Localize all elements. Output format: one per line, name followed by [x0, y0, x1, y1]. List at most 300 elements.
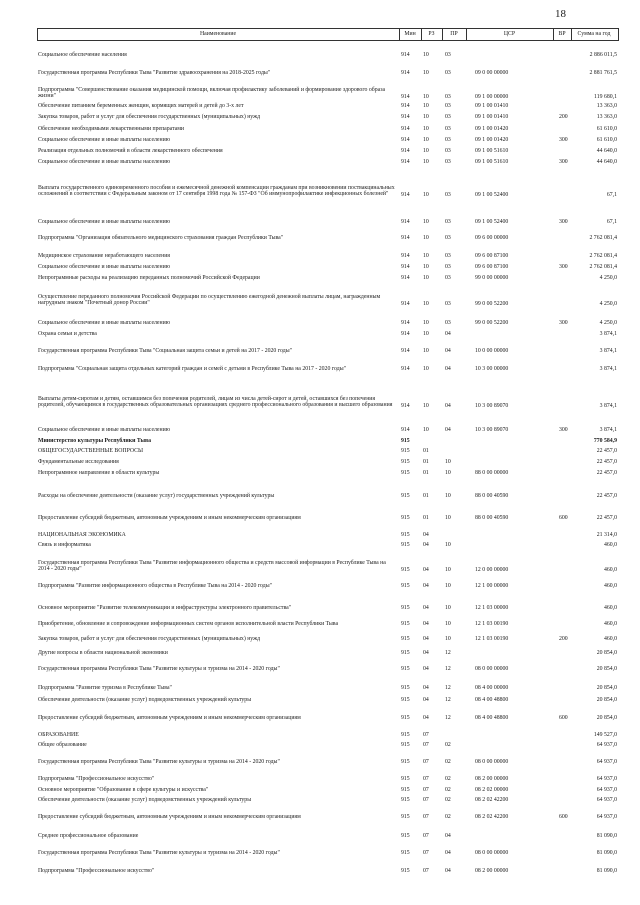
cell-pr: 03	[445, 275, 451, 281]
cell-name: Предоставление субсидий бюджетным, автономным учреждениям и иным некоммерческим организациям	[38, 715, 301, 721]
cell-pr: 10	[445, 470, 451, 476]
cell-rz: 10	[423, 137, 429, 143]
cell-sum: 2 881 761,5	[589, 70, 617, 76]
cell-min: 915	[401, 459, 410, 465]
cell-sum: 460,0	[603, 636, 617, 642]
cell-sum: 81 090,0	[596, 850, 617, 856]
cell-rz: 07	[423, 759, 429, 765]
cell-min: 915	[401, 776, 410, 782]
cell-sum: 20 854,0	[596, 666, 617, 672]
cell-csr: 09 1 00 51610	[475, 159, 509, 165]
cell-pr: 02	[445, 776, 451, 782]
cell-min: 915	[401, 787, 410, 793]
cell-sum: 13 363,0	[596, 103, 617, 109]
cell-vr: 300	[559, 427, 568, 433]
cell-rz: 10	[423, 219, 429, 225]
cell-rz: 10	[423, 93, 429, 100]
cell-rz: 10	[423, 300, 429, 307]
cell-sum: 2 886 011,5	[589, 52, 617, 58]
cell-name: Подпрограмма "Развитие туризма в Республике Тыва"	[38, 685, 172, 691]
cell-name: Государственная программа Республики Тыва "Развитие информационного общества и средств массовой информации в Республике Тыва на 2014 - 2020 годы"	[38, 560, 386, 573]
cell-sum: 64 937,0	[596, 814, 617, 820]
cell-name: Среднее профессиональное образование	[38, 833, 139, 839]
cell-csr: 08 2 02 42200	[475, 797, 509, 803]
cell-min: 914	[401, 114, 410, 120]
cell-name: Подпрограмма "Профессиональное искусство"	[38, 776, 155, 782]
cell-name: Охрана семьи и детства	[38, 331, 97, 337]
cell-csr: 09 1 00 52400	[475, 191, 509, 198]
cell-pr: 04	[445, 833, 451, 839]
cell-pr: 02	[445, 797, 451, 803]
cell-pr: 02	[445, 787, 451, 793]
cell-sum: 460,0	[603, 542, 617, 548]
cell-min: 915	[401, 685, 410, 691]
cell-rz: 10	[423, 348, 429, 354]
cell-csr: 09 6 00 87100	[475, 264, 509, 270]
cell-name: Обеспечение деятельности (оказание услуг) подведомственных учреждений культуры	[38, 797, 252, 803]
cell-name: Государственная программа Республики Тыва "Развитие культуры и туризма на 2014 - 2020 годы"	[38, 850, 280, 856]
cell-sum: 20 854,0	[596, 650, 617, 656]
cell-rz: 10	[423, 402, 429, 409]
cell-sum: 3 874,1	[599, 427, 617, 433]
cell-pr: 03	[445, 126, 451, 132]
cell-min: 914	[401, 70, 410, 76]
cell-name: Предоставление субсидий бюджетным, автономным учреждениям и иным некоммерческим организациям	[38, 814, 301, 820]
cell-min: 915	[401, 742, 410, 748]
cell-name: Закупка товаров, работ и услуг для обеспечения государственных (муниципальных) нужд	[38, 114, 261, 120]
cell-name: Непрограммное направление в области культуры	[38, 470, 160, 476]
cell-min: 914	[401, 402, 410, 409]
cell-rz: 01	[423, 459, 429, 465]
cell-sum: 64 937,0	[596, 776, 617, 782]
cell-rz: 04	[423, 685, 429, 691]
cell-min: 914	[401, 275, 410, 281]
cell-rz: 04	[423, 650, 429, 656]
cell-name: Государственная программа Республики Тыва "Развитие здравоохранения на 2018-2025 годы"	[38, 70, 271, 76]
cell-name: Другие вопросы в области национальной экономики	[38, 650, 168, 656]
cell-pr: 10	[445, 636, 451, 642]
cell-min: 915	[401, 605, 410, 611]
cell-csr: 08 2 00 00000	[475, 868, 509, 874]
cell-min: 915	[401, 868, 410, 874]
cell-csr: 09 6 00 00000	[475, 235, 509, 241]
header-sum: Сумма на год	[577, 31, 611, 37]
cell-pr: 10	[445, 459, 451, 465]
cell-min: 915	[401, 438, 410, 444]
cell-name: Социальное обеспечение и иные выплаты населению	[38, 320, 171, 326]
cell-pr: 02	[445, 759, 451, 765]
cell-sum: 44 640,0	[596, 159, 617, 165]
cell-vr: 300	[559, 264, 568, 270]
cell-sum: 22 457,0	[596, 459, 617, 465]
cell-sum: 67,1	[606, 191, 617, 198]
cell-rz: 07	[423, 868, 429, 874]
cell-pr: 03	[445, 235, 451, 241]
cell-rz: 01	[423, 470, 429, 476]
cell-min: 914	[401, 103, 410, 109]
cell-name: Выплата государственного единовременного пособия и ежемесячной денежной компенсации гражданам при возникновении поствакцинальных осложнений в соответствии с Федеральным законом от 17 сентября 1998 года № 157-ФЗ "Об иммунопрофилактике инфекционных болезней"	[38, 185, 395, 198]
cell-vr: 300	[559, 137, 568, 143]
cell-sum: 64 937,0	[596, 797, 617, 803]
cell-name: Социальное обеспечение и иные выплаты населению	[38, 264, 171, 270]
cell-sum: 460,0	[603, 566, 617, 573]
cell-vr: 600	[559, 814, 568, 820]
cell-pr: 04	[445, 348, 451, 354]
cell-min: 914	[401, 159, 410, 165]
cell-sum: 3 874,1	[599, 348, 617, 354]
cell-csr: 09 1 00 01410	[475, 114, 509, 120]
cell-csr: 08 2 00 00000	[475, 776, 509, 782]
cell-min: 914	[401, 52, 410, 58]
cell-rz: 07	[423, 787, 429, 793]
cell-pr: 03	[445, 93, 451, 100]
cell-rz: 07	[423, 814, 429, 820]
cell-sum: 81 090,0	[596, 868, 617, 874]
cell-csr: 09 1 00 01410	[475, 103, 509, 109]
cell-min: 915	[401, 797, 410, 803]
cell-rz: 04	[423, 532, 429, 538]
cell-csr: 08 2 02 42200	[475, 814, 509, 820]
cell-min: 914	[401, 366, 410, 372]
cell-csr: 88 0 00 40590	[475, 515, 509, 521]
header-min: Мин	[399, 28, 422, 40]
cell-name: Подпрограмма "Профессиональное искусство"	[38, 868, 155, 874]
cell-pr: 04	[445, 366, 451, 372]
cell-sum: 64 937,0	[596, 787, 617, 793]
cell-vr: 200	[559, 636, 568, 642]
cell-vr: 300	[559, 320, 568, 326]
cell-name: Реализация отдельных полномочий в области лекарственного обеспечения	[38, 148, 223, 154]
cell-min: 915	[401, 566, 410, 573]
cell-vr: 600	[559, 515, 568, 521]
cell-pr: 10	[445, 515, 451, 521]
table-header	[37, 28, 618, 40]
page-number: 18	[555, 8, 566, 20]
cell-rz: 04	[423, 542, 429, 548]
cell-pr: 03	[445, 114, 451, 120]
cell-pr: 12	[445, 697, 451, 703]
cell-rz: 10	[423, 264, 429, 270]
cell-pr: 10	[445, 583, 451, 589]
cell-rz: 10	[423, 191, 429, 198]
cell-min: 915	[401, 493, 410, 499]
cell-pr: 03	[445, 159, 451, 165]
cell-name: Основное мероприятие "Развитие телекоммуникации и инфраструктуры электронного правительства"	[38, 605, 292, 611]
cell-vr: 200	[559, 114, 568, 120]
cell-min: 915	[401, 814, 410, 820]
cell-csr: 08 2 02 00000	[475, 787, 509, 793]
cell-pr: 03	[445, 137, 451, 143]
cell-pr: 12	[445, 666, 451, 672]
cell-rz: 04	[423, 583, 429, 589]
cell-rz: 10	[423, 320, 429, 326]
cell-min: 914	[401, 253, 410, 259]
cell-pr: 10	[445, 542, 451, 548]
header-csr: ЦСР	[466, 28, 554, 40]
cell-name: НАЦИОНАЛЬНАЯ ЭКОНОМИКА	[38, 532, 126, 538]
cell-sum: 460,0	[603, 605, 617, 611]
cell-min: 915	[401, 532, 410, 538]
cell-name: Социальное обеспечение и иные выплаты населению	[38, 219, 171, 225]
cell-sum: 149 527,0	[593, 732, 617, 738]
cell-rz: 01	[423, 493, 429, 499]
cell-pr: 03	[445, 320, 451, 326]
cell-csr: 08 0 00 00000	[475, 850, 509, 856]
cell-name: Социальное обеспечение и иные выплаты населению	[38, 427, 171, 433]
cell-pr: 02	[445, 742, 451, 748]
cell-name: Обеспечение питанием беременных женщин, кормящих матерей и детей до 3-х лет	[38, 103, 244, 109]
cell-csr: 09 1 00 52400	[475, 219, 509, 225]
cell-sum: 61 610,0	[596, 137, 617, 143]
cell-min: 914	[401, 219, 410, 225]
cell-pr: 03	[445, 300, 451, 307]
cell-sum: 81 090,0	[596, 833, 617, 839]
cell-min: 914	[401, 427, 410, 433]
cell-min: 914	[401, 126, 410, 132]
cell-rz: 10	[423, 52, 429, 58]
cell-rz: 10	[423, 126, 429, 132]
cell-min: 914	[401, 191, 410, 198]
cell-sum: 22 457,0	[596, 448, 617, 454]
cell-sum: 64 937,0	[596, 759, 617, 765]
cell-csr: 12 1 03 00190	[475, 621, 509, 627]
cell-pr: 12	[445, 715, 451, 721]
cell-min: 914	[401, 331, 410, 337]
cell-rz: 04	[423, 697, 429, 703]
cell-name: Приобретение, обновление и сопровождение информационных систем органов исполнительной власти Республики Тыва	[38, 621, 339, 627]
cell-csr: 12 0 00 00000	[475, 566, 509, 573]
cell-pr: 12	[445, 685, 451, 691]
cell-min: 914	[401, 235, 410, 241]
cell-sum: 3 874,1	[599, 366, 617, 372]
cell-min: 915	[401, 759, 410, 765]
cell-sum: 44 640,0	[596, 148, 617, 154]
cell-rz: 10	[423, 70, 429, 76]
cell-min: 914	[401, 264, 410, 270]
cell-rz: 04	[423, 715, 429, 721]
cell-min: 914	[401, 148, 410, 154]
cell-pr: 04	[445, 850, 451, 856]
header-rz: РЗ	[421, 28, 443, 40]
cell-min: 915	[401, 732, 410, 738]
cell-name: Обеспечение деятельности (оказание услуг) подведомственных учреждений культуры	[38, 697, 252, 703]
cell-sum: 64 937,0	[596, 742, 617, 748]
cell-name: Подпрограмма "Совершенствование оказания медицинской помощи, включая профилактику заболеваний и формирование здорового образа жизни"	[38, 87, 386, 100]
cell-rz: 10	[423, 103, 429, 109]
cell-name: Социальное обеспечение населения	[38, 52, 127, 58]
cell-vr: 300	[559, 159, 568, 165]
cell-rz: 07	[423, 850, 429, 856]
cell-csr: 09 1 00 01420	[475, 126, 509, 132]
cell-pr: 04	[445, 868, 451, 874]
cell-name: Социальное обеспечение и иные выплаты населению	[38, 137, 171, 143]
cell-min: 915	[401, 666, 410, 672]
cell-pr: 03	[445, 191, 451, 198]
cell-rz: 10	[423, 366, 429, 372]
cell-rz: 10	[423, 114, 429, 120]
cell-sum: 3 874,1	[599, 331, 617, 337]
cell-name: Медицинское страхование неработающего населения	[38, 253, 170, 259]
cell-csr: 88 0 00 00000	[475, 470, 509, 476]
cell-pr: 03	[445, 148, 451, 154]
cell-sum: 770 584,9	[593, 438, 617, 444]
cell-name: Обеспечение необходимыми лекарственными препаратами	[38, 126, 185, 132]
cell-pr: 04	[445, 427, 451, 433]
cell-sum: 22 457,0	[596, 515, 617, 521]
cell-sum: 119 680,1	[594, 93, 617, 100]
cell-name: Расходы на обеспечение деятельности (оказание услуг) государственных учреждений культуры	[38, 493, 275, 499]
cell-min: 915	[401, 650, 410, 656]
cell-vr: 300	[559, 219, 568, 225]
cell-csr: 09 1 00 51610	[475, 148, 509, 154]
cell-name: Общее образование	[38, 742, 87, 748]
cell-sum: 20 854,0	[596, 685, 617, 691]
cell-pr: 03	[445, 70, 451, 76]
cell-sum: 61 610,0	[596, 126, 617, 132]
cell-rz: 04	[423, 636, 429, 642]
cell-rz: 10	[423, 331, 429, 337]
cell-csr: 08 0 00 00000	[475, 666, 509, 672]
cell-pr: 03	[445, 253, 451, 259]
cell-name: Подпрограмма "Развитие информационного общества в Республике Тыва на 2014 - 2020 годы"	[38, 583, 272, 589]
cell-name: Закупка товаров, работ и услуг для обеспечения государственных (муниципальных) нужд	[38, 636, 261, 642]
cell-csr: 09 1 00 00000	[475, 93, 509, 100]
cell-min: 914	[401, 348, 410, 354]
cell-csr: 99 0 00 52200	[475, 320, 509, 326]
cell-rz: 04	[423, 566, 429, 573]
cell-name: Основное мероприятие "Образование в сфере культуры и искусства"	[38, 787, 209, 793]
cell-min: 915	[401, 850, 410, 856]
cell-sum: 13 363,0	[596, 114, 617, 120]
cell-rz: 07	[423, 732, 429, 738]
cell-pr: 12	[445, 650, 451, 656]
cell-rz: 01	[423, 448, 429, 454]
cell-rz: 10	[423, 253, 429, 259]
cell-csr: 08 4 00 00000	[475, 685, 509, 691]
cell-rz: 04	[423, 605, 429, 611]
cell-name: Подпрограмма "Организация обязательного медицинского страхования граждан Республики Тыва"	[38, 235, 284, 241]
cell-sum: 20 854,0	[596, 697, 617, 703]
cell-min: 915	[401, 833, 410, 839]
cell-rz: 04	[423, 621, 429, 627]
cell-min: 914	[401, 320, 410, 326]
cell-sum: 2 762 081,4	[589, 235, 617, 241]
cell-min: 915	[401, 697, 410, 703]
cell-min: 915	[401, 583, 410, 589]
cell-csr: 99 0 00 00000	[475, 275, 509, 281]
cell-sum: 460,0	[603, 583, 617, 589]
cell-sum: 2 762 081,4	[589, 253, 617, 259]
cell-min: 915	[401, 715, 410, 721]
cell-csr: 08 4 00 48800	[475, 697, 509, 703]
cell-sum: 22 457,0	[596, 470, 617, 476]
cell-csr: 12 1 00 00000	[475, 583, 509, 589]
cell-csr: 10 3 00 89070	[475, 427, 509, 433]
cell-csr: 09 0 00 00000	[475, 70, 509, 76]
cell-csr: 99 0 00 52200	[475, 300, 509, 307]
cell-name: Государственная программа Республики Тыва "Развитие культуры и туризма на 2014 - 2020 годы"	[38, 759, 280, 765]
cell-rz: 10	[423, 148, 429, 154]
cell-csr: 08 0 00 00000	[475, 759, 509, 765]
cell-rz: 01	[423, 515, 429, 521]
header-name: Наименование	[37, 28, 400, 40]
cell-csr: 10 3 00 00000	[475, 366, 509, 372]
cell-name: Связь и информатика	[38, 542, 91, 548]
cell-min: 914	[401, 300, 410, 307]
cell-csr: 12 1 03 00190	[475, 636, 509, 642]
cell-rz: 10	[423, 275, 429, 281]
cell-sum: 4 250,0	[599, 300, 617, 307]
cell-sum: 4 250,0	[599, 320, 617, 326]
cell-pr: 04	[445, 402, 451, 409]
cell-name: Подпрограмма "Социальная защита отдельных категорий граждан и семей с детьми в Республике Тыва на 2017 - 2020 годы"	[38, 366, 346, 372]
cell-name: Министерство культуры Республики Тыва	[38, 438, 151, 444]
cell-pr: 04	[445, 331, 451, 337]
cell-name: Фундаментальные исследования	[38, 459, 119, 465]
cell-name: Государственная программа Республики Тыва "Развитие культуры и туризма на 2014 - 2020 годы"	[38, 666, 280, 672]
cell-sum: 22 457,0	[596, 493, 617, 499]
cell-min: 915	[401, 448, 410, 454]
cell-min: 915	[401, 542, 410, 548]
cell-csr: 10 3 00 89070	[475, 402, 509, 409]
cell-csr: 08 4 00 48800	[475, 715, 509, 721]
cell-csr: 88 0 00 40590	[475, 493, 509, 499]
cell-rz: 07	[423, 833, 429, 839]
cell-rz: 07	[423, 797, 429, 803]
cell-min: 914	[401, 93, 410, 100]
header-vr: ВР	[553, 28, 572, 40]
cell-sum: 4 250,0	[599, 275, 617, 281]
cell-rz: 04	[423, 666, 429, 672]
cell-rz: 07	[423, 776, 429, 782]
cell-name: ОБРАЗОВАНИЕ	[38, 732, 79, 738]
header-pr: ПР	[442, 28, 467, 40]
cell-sum: 3 874,1	[599, 402, 617, 409]
cell-rz: 10	[423, 159, 429, 165]
cell-rz: 10	[423, 427, 429, 433]
cell-name: Предоставление субсидий бюджетным, автономным учреждениям и иным некоммерческим организациям	[38, 515, 301, 521]
cell-sum: 2 762 081,4	[589, 264, 617, 270]
cell-rz: 10	[423, 235, 429, 241]
cell-pr: 10	[445, 566, 451, 573]
cell-pr: 10	[445, 621, 451, 627]
cell-pr: 03	[445, 219, 451, 225]
cell-sum: 21 314,0	[596, 532, 617, 538]
cell-pr: 10	[445, 493, 451, 499]
cell-pr: 10	[445, 605, 451, 611]
cell-min: 914	[401, 137, 410, 143]
cell-name: Непрограммные расходы на реализацию переданных полномочий Российской Федерации	[38, 275, 260, 281]
cell-sum: 460,0	[603, 621, 617, 627]
cell-csr: 10 0 00 00000	[475, 348, 509, 354]
cell-sum: 67,1	[606, 219, 617, 225]
cell-csr: 09 1 00 01420	[475, 137, 509, 143]
cell-min: 915	[401, 470, 410, 476]
cell-sum: 20 854,0	[596, 715, 617, 721]
cell-pr: 03	[445, 52, 451, 58]
cell-pr: 03	[445, 264, 451, 270]
cell-min: 915	[401, 621, 410, 627]
cell-csr: 12 1 03 00000	[475, 605, 509, 611]
cell-name: Выплаты детям-сиротам и детям, оставшимся без попечения родителей, лицам из числа детей-сирот и детей, оставшихся без попечения родителей, обучающимся в государственных образовательных организациях среднего профессионального образования и высшего образования	[38, 396, 393, 409]
cell-name: Социальное обеспечение и иные выплаты населению	[38, 159, 171, 165]
cell-pr: 02	[445, 814, 451, 820]
cell-csr: 09 6 00 87100	[475, 253, 509, 259]
cell-min: 915	[401, 515, 410, 521]
cell-vr: 600	[559, 715, 568, 721]
cell-min: 915	[401, 636, 410, 642]
cell-name: Государственная программа Республики Тыва "Социальная защита семьи и детей на 2017 - 2020 годы"	[38, 348, 292, 354]
